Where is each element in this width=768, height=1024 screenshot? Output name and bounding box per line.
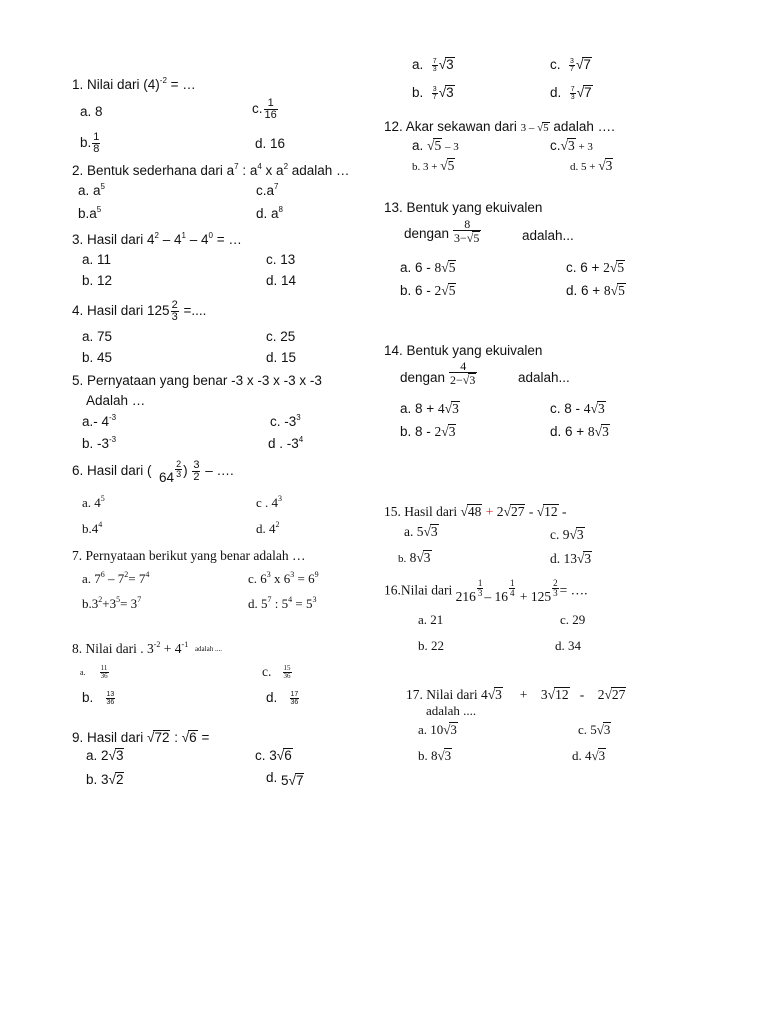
q4-option-b: b. 45 xyxy=(82,350,113,365)
q14-fraction: $\frac{4}{2-√3}$ xyxy=(450,359,476,387)
q5-option-b: b. $-3^{-3}$ xyxy=(82,435,117,451)
q12-option-b: b. 3 + √5 xyxy=(412,158,455,173)
q7-option-a: a. $7^6 - 7^2= 7^4$ xyxy=(82,570,150,586)
q8-option-b: b. $\frac{13}{36}$ xyxy=(82,690,115,706)
q8-option-c: c. $\frac{15}{36}$ xyxy=(262,664,291,681)
q2-option-d: d. $a^8$ xyxy=(256,205,283,221)
q6-option-b: $b.4^4$ xyxy=(82,520,103,536)
q13-fraction: $\frac{8}{3-√5}$ xyxy=(454,217,480,245)
q16-option-b: b. 22 xyxy=(418,638,444,653)
q16-option-a: a. 21 xyxy=(418,612,444,627)
q17-option-a: a. 10√3 xyxy=(418,722,457,737)
q15-option-c: c. 9√3 xyxy=(550,527,584,542)
q2-option-c: $c.a^7$ xyxy=(256,182,279,198)
q12-stem: 12. Akar sekawan dari 3 – √5 adalah …. xyxy=(384,119,615,134)
q3-option-c: c. 13 xyxy=(266,252,296,267)
q5-option-d: d . $-3^4$ xyxy=(268,435,304,451)
q11-option-a: a. $\frac{7}{3}$ √3 xyxy=(412,57,454,73)
q15-option-d: d. 13√3 xyxy=(550,551,592,566)
q8-option-a: a. $\frac{11}{36}$ xyxy=(80,663,108,680)
q13-option-a: a. 6 - 8√5 xyxy=(400,260,456,275)
q16-stem: 16.Nilai dari 216 $\frac{1}{3}$ – 16 $\frac{1}{4}$ + 125 $\frac{2}{3}$ = …. xyxy=(384,578,588,604)
q15-option-a: a. 5√3 xyxy=(404,524,438,539)
q13-option-d: d. 6 + 8√5 xyxy=(566,283,625,298)
q15-stem: 15. Hasil dari √48 + 2√27 - √12 - xyxy=(384,504,567,519)
q13-option-b: b. 6 - 2√5 xyxy=(400,283,456,298)
q5-stem: 5. Pernyataan yang benar -3 x -3 x -3 x -3 xyxy=(72,373,322,388)
q12-option-a: a. √5 – 3 xyxy=(412,138,459,153)
q9-option-c: c. 3√6 xyxy=(255,748,292,763)
q13-dengan: dengan xyxy=(404,226,450,241)
q2-option-a: a. $a^5$ xyxy=(78,182,105,198)
q9-option-a: a. 2√3 xyxy=(86,748,124,763)
q4-option-c: c. 25 xyxy=(266,329,296,344)
q4-stem: 4. Hasil dari 125 $\frac{2}{3}$ =.... xyxy=(72,299,207,323)
q9-option-d: d. 5√7 xyxy=(266,770,304,788)
q14-option-c: c. 8 - 4√3 xyxy=(550,401,605,416)
q5-option-c: c. $-3^3$ xyxy=(270,413,301,429)
q14-option-d: d. 6 + 8√3 xyxy=(550,424,609,439)
q4-option-d: d. 15 xyxy=(266,350,297,365)
q14-adalah: adalah... xyxy=(518,370,570,385)
q13-adalah: adalah... xyxy=(522,228,574,243)
q3-option-d: d. 14 xyxy=(266,273,297,288)
q17-stem-line2: adalah .... xyxy=(426,703,477,718)
q14-dengan: dengan xyxy=(400,370,446,385)
q12-option-d: d. 5 + √3 xyxy=(570,158,613,173)
q13-option-c: c. 6 + 2√5 xyxy=(566,260,625,275)
q12-option-c: c.√3 + 3 xyxy=(550,138,593,153)
q3-option-b: b. 12 xyxy=(82,273,113,288)
q3-option-a: a. 11 xyxy=(82,252,112,267)
q1-option-d: d. 16 xyxy=(255,136,286,151)
q15-option-b: b. 8√3 xyxy=(398,550,431,565)
q2-option-b: $b.a^5$ xyxy=(78,205,102,221)
q17-option-c: c. 5√3 xyxy=(578,722,611,737)
q14-stem: 14. Bentuk yang ekuivalen xyxy=(384,343,543,358)
q7-stem: 7. Pernyataan berikut yang benar adalah … xyxy=(72,548,306,563)
q1-option-c: c. $\frac{1}{16}$ xyxy=(252,97,277,121)
q13-stem: 13. Bentuk yang ekuivalen xyxy=(384,200,543,215)
q6-stem: 6. Hasil dari ( 64 $\frac{2}{3}$ ) $\frac{3}{2}$ – …. xyxy=(72,459,234,486)
q17-option-d: d. 4√3 xyxy=(572,748,606,763)
q11-option-c: c. $\frac{3}{7}$ √7 xyxy=(550,57,591,73)
q7-option-c: c. $6^3$ x $6^3 = 6^9$ xyxy=(248,570,319,586)
q14-option-b: b. 8 - 2√3 xyxy=(400,424,456,439)
q11-option-b: b. $\frac{3}{7}$ √3 xyxy=(412,85,454,101)
q7-option-d: d. $5^7$ : $5^4 = 5^3$ xyxy=(248,595,317,611)
q1-option-b: b. $\frac{1}{8}$ xyxy=(80,131,100,155)
q6-option-c: c . $4^3$ xyxy=(256,494,283,510)
q3-stem: 3. Hasil dari $4^2 - 4^1 - 4^0$ = … xyxy=(72,231,242,247)
q17-option-b: b. 8√3 xyxy=(418,748,452,763)
q5-stem-line2: Adalah … xyxy=(86,393,146,408)
q2-stem: 2. Bentuk sederhana dari $a^7$ : $a^4$ x $a^2$ adalah … xyxy=(72,162,350,178)
q1-option-a: a. 8 xyxy=(80,104,103,119)
q5-option-a: a.- $4^{-3}$ xyxy=(82,413,117,429)
q9-stem: 9. Hasil dari √72 : √6 = xyxy=(72,730,210,745)
q1-stem: 1. Nilai dari $(4)^{-2}$ = … xyxy=(72,76,196,92)
q14-option-a: a. 8 + 4√3 xyxy=(400,401,459,416)
q6-option-a: a. $4^5$ xyxy=(82,494,105,510)
q11-option-d: d. $\frac{7}{3}$ √7 xyxy=(550,85,592,101)
q16-option-c: c. 29 xyxy=(560,612,586,627)
q7-option-b: $b.3^2+3^5= 3^7$ xyxy=(82,595,142,611)
q4-option-a: a. 75 xyxy=(82,329,113,344)
q16-option-d: d. 34 xyxy=(555,638,581,653)
q17-stem: 17. Nilai dari 4√3 + 3√12 - 2√27 xyxy=(406,687,626,702)
q6-option-d: d. $4^2$ xyxy=(256,520,280,536)
q9-option-b: b. 3√2 xyxy=(86,772,124,787)
q8-option-d: d. $\frac{17}{36}$ xyxy=(266,690,299,706)
q8-stem: 8. Nilai dari . $3^{-2} + 4^{-1}$ adalah .... xyxy=(72,640,222,656)
